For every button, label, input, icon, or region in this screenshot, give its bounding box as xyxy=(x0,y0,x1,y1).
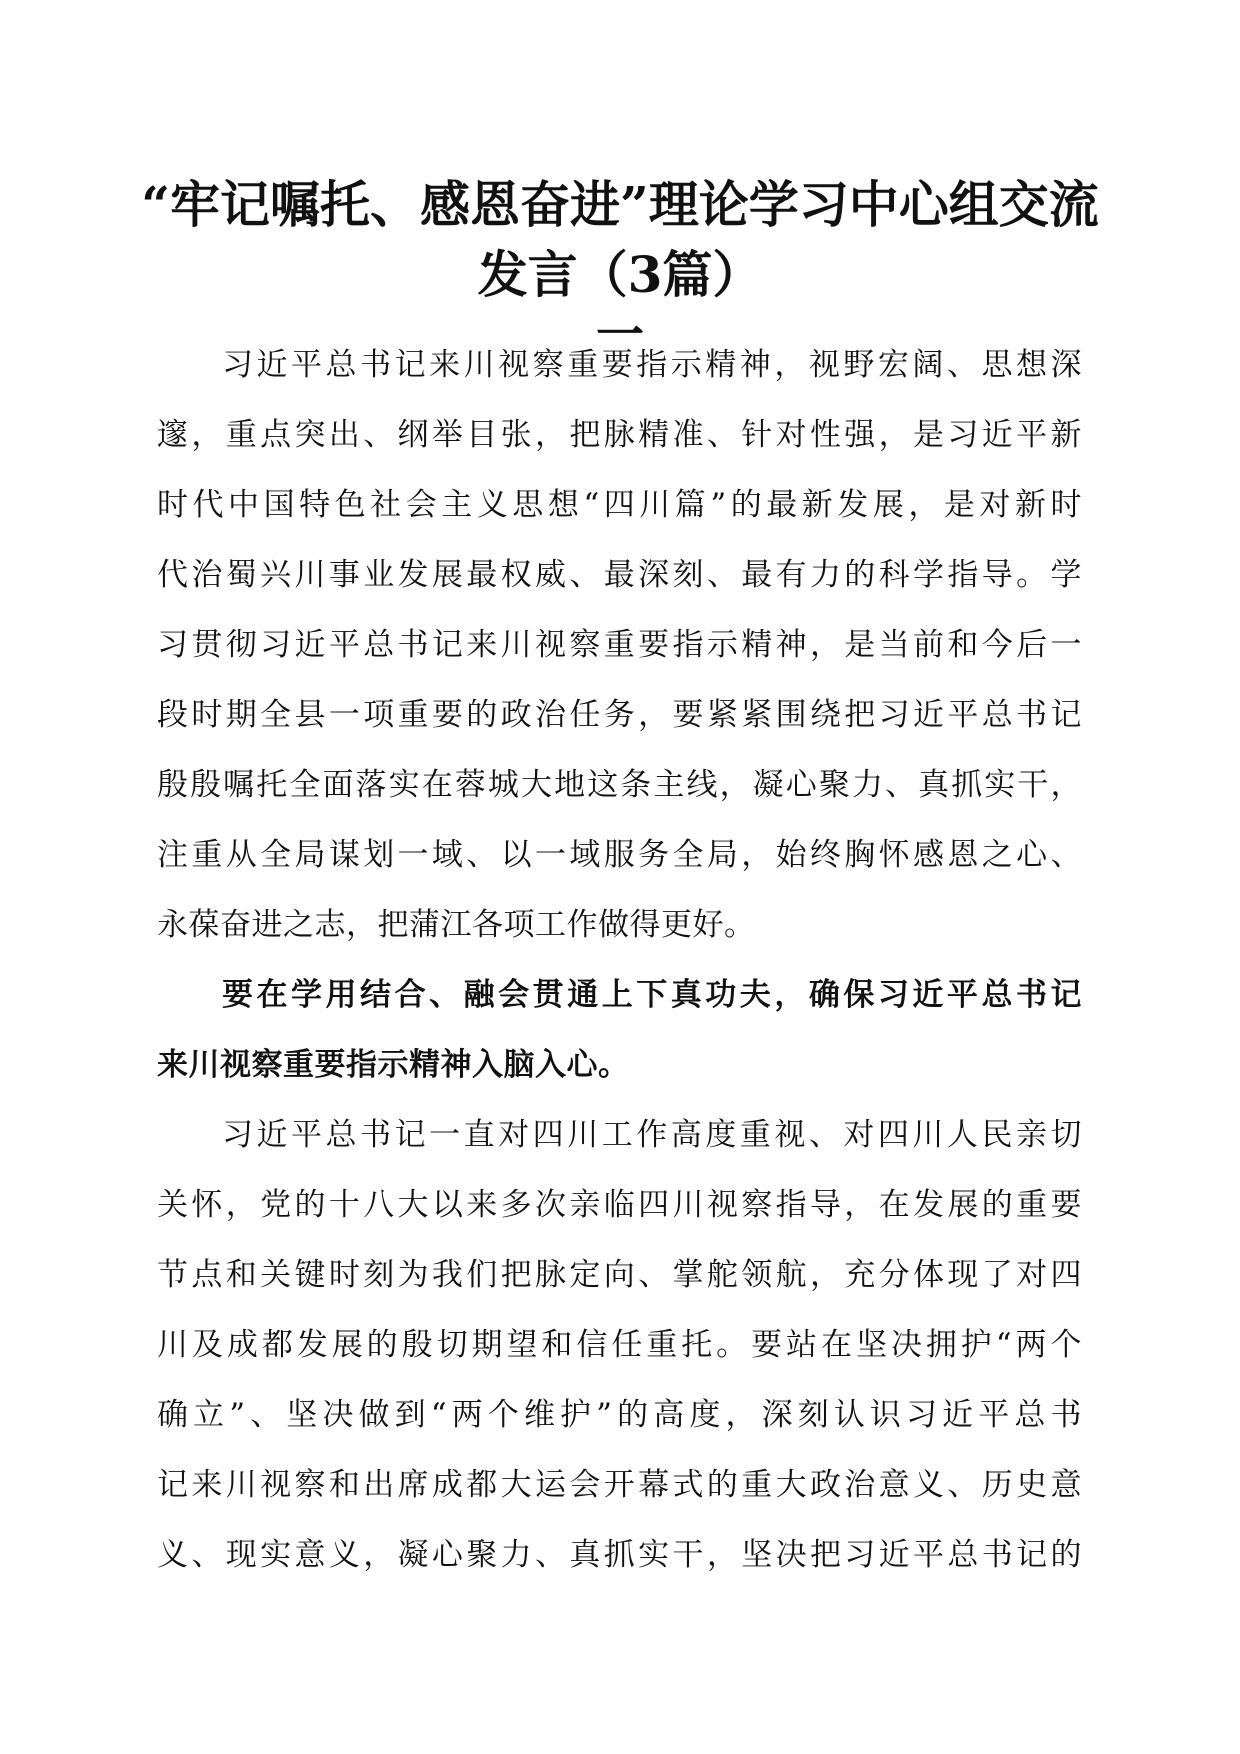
document-title-line-2: 发言（3篇） xyxy=(477,245,763,304)
paragraph-line: 永葆奋进之志，把蒲江各项工作做得更好。 xyxy=(157,907,756,943)
paragraph-line: 川及成都发展的殷切期望和信任重托。要站在坚决拥护“两个 xyxy=(157,1327,1082,1363)
paragraph-line: 节点和关键时刻为我们把脉定向、掌舵领航，充分体现了对四 xyxy=(157,1257,1082,1293)
heading-line: 要在学用结合、融会贯通上下真功夫，确保习近平总书记 xyxy=(222,977,1082,1013)
paragraph-line: 确立”、坚决做到“两个维护”的高度，深刻认识习近平总书 xyxy=(157,1397,1082,1433)
paragraph-line: 邃，重点突出、纲举目张，把脉精准、针对性强，是习近平新 xyxy=(157,417,1082,453)
paragraph-line: 段时期全县一项重要的政治任务，要紧紧围绕把习近平总书记 xyxy=(157,697,1082,733)
paragraph-line: 时代中国特色社会主义思想“四川篇”的最新发展，是对新时 xyxy=(157,487,1082,523)
paragraph-line: 注重从全局谋划一域、以一域服务全局，始终胸怀感恩之心、 xyxy=(157,837,1082,873)
paragraph-line: 义、现实意义，凝心聚力、真抓实干，坚决把习近平总书记的 xyxy=(157,1537,1082,1573)
paragraph-line: 记来川视察和出席成都大运会开幕式的重大政治意义、历史意 xyxy=(157,1467,1082,1503)
paragraph-line: 习贯彻习近平总书记来川视察重要指示精神，是当前和今后一 xyxy=(157,627,1082,663)
document-title-line-1: “牢记嘱托、感恩奋进”理论学习中心组交流 xyxy=(141,175,1099,234)
paragraph-line: 殷殷嘱托全面落实在蓉城大地这条主线，凝心聚力、真抓实干， xyxy=(157,767,1082,803)
paragraph-line: 关怀，党的十八大以来多次亲临四川视察指导，在发展的重要 xyxy=(157,1187,1082,1223)
section-number: 一 xyxy=(595,307,644,363)
heading-line: 来川视察重要指示精神入脑入心。 xyxy=(157,1047,630,1083)
paragraph-line: 习近平总书记来川视察重要指示精神，视野宏阔、思想深 xyxy=(222,347,1082,383)
paragraph-line: 代治蜀兴川事业发展最权威、最深刻、最有力的科学指导。学 xyxy=(157,557,1082,593)
paragraph-line: 习近平总书记一直对四川工作高度重视、对四川人民亲切 xyxy=(222,1117,1082,1153)
